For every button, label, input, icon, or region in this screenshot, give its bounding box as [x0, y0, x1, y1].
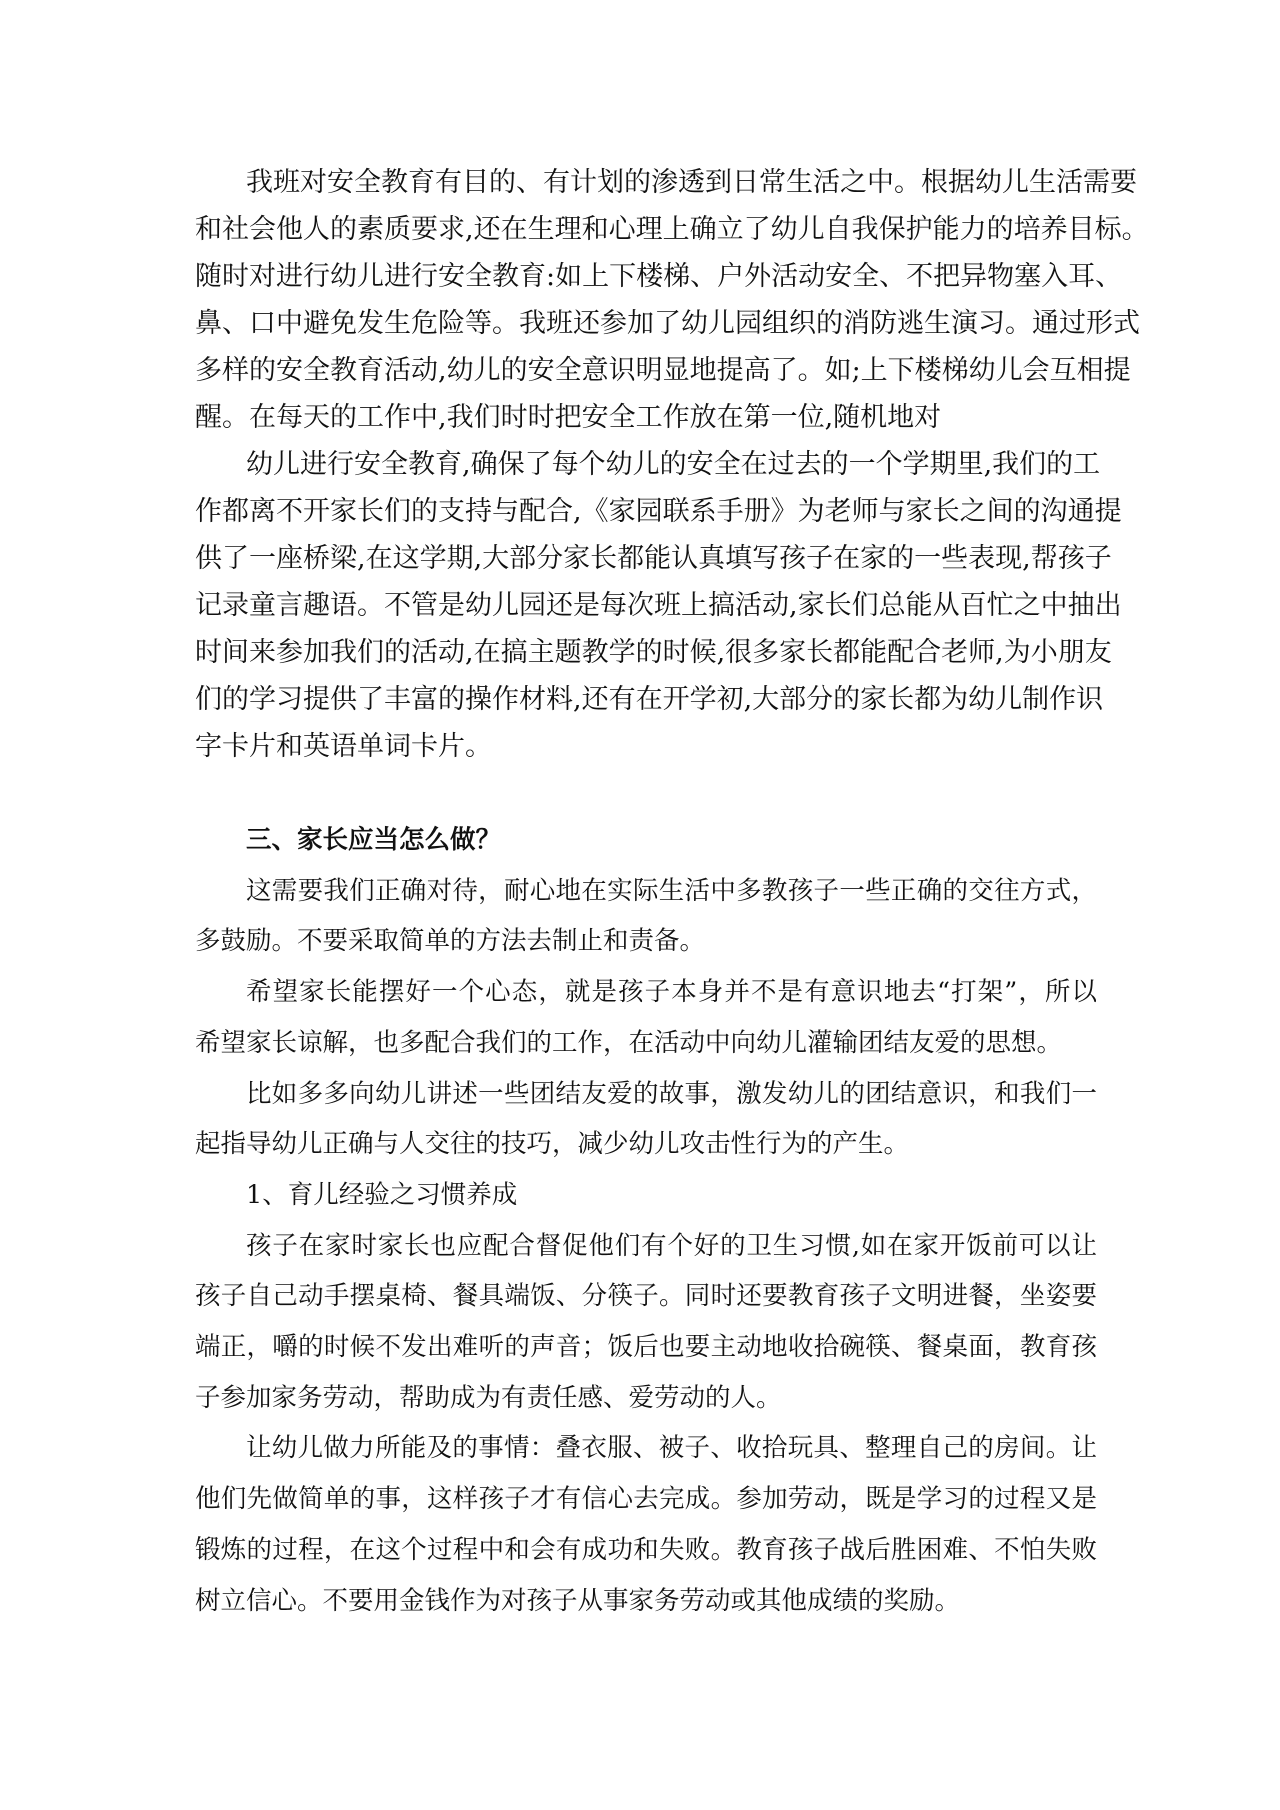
text-line: 希望家长能摆好一个心态，就是孩子本身并不是有意识地去“打架”，所以 [246, 977, 1097, 1008]
text-line: 锻炼的过程，在这个过程中和会有成功和失败。教育孩子战后胜困难、不怕失败 [195, 1534, 1097, 1565]
text-line: 幼儿进行安全教育,确保了每个幼儿的安全在过去的一个学期里,我们的工 [246, 449, 1101, 480]
text-line: 鼻、口中避免发生危险等。我班还参加了幼儿园组织的消防逃生演习。通过形式 [195, 308, 1140, 339]
text-line: 们的学习提供了丰富的操作材料,还有在开学初,大部分的家长都为幼儿制作识 [195, 684, 1104, 715]
text-line: 起指导幼儿正确与人交往的技巧，减少幼儿攻击性行为的产生。 [195, 1129, 910, 1160]
text-line: 端正，嚼的时候不发出难听的声音；饭后也要主动地收拾碗筷、餐桌面，教育孩 [195, 1332, 1097, 1362]
text-line: 多鼓励。不要采取简单的方法去制止和责备。 [195, 926, 706, 957]
text-line: 树立信心。不要用金钱作为对孩子从事家务劳动或其他成绩的奖励。 [195, 1585, 961, 1616]
text-line: 1、育儿经验之习惯养成 [246, 1179, 518, 1210]
text-line: 字卡片和英语单词卡片。 [195, 731, 492, 762]
text-line: 他们先做简单的事，这样孩子才有信心去完成。参加劳动，既是学习的过程又是 [195, 1484, 1097, 1515]
text-line: 随时对进行幼儿进行安全教育:如上下楼梯、户外活动安全、不把异物塞入耳、 [195, 261, 1123, 292]
text-line: 希望家长谅解，也多配合我们的工作，在活动中向幼儿灌输团结友爱的思想。 [195, 1027, 1063, 1058]
text-line: 子参加家务劳动，帮助成为有责任感、爱劳动的人。 [195, 1382, 782, 1413]
text-line: 时间来参加我们的活动,在搞主题教学的时候,很多家长都能配合老师,为小朋友 [195, 637, 1112, 668]
text-line: 供了一座桥梁,在这学期,大部分家长都能认真填写孩子在家的一些表现,帮孩子 [195, 543, 1112, 574]
text-line: 作都离不开家长们的支持与配合,《家园联系手册》为老师与家长之间的沟通提 [195, 496, 1122, 527]
text-line: 孩子在家时家长也应配合督促他们有个好的卫生习惯,如在家开饭前可以让 [246, 1230, 1097, 1261]
text-line: 和社会他人的素质要求,还在生理和心理上确立了幼儿自我保护能力的培养目标。 [195, 214, 1149, 245]
text-line: 记录童言趣语。不管是幼儿园还是每次班上搞活动,家长们总能从百忙之中抽出 [195, 590, 1122, 621]
text-line: 醒。在每天的工作中,我们时时把安全工作放在第一位,随机地对 [195, 402, 942, 433]
text-line: 比如多多向幼儿讲述一些团结友爱的故事，激发幼儿的团结意识，和我们一 [246, 1078, 1097, 1109]
text-line: 这需要我们正确对待，耐心地在实际生活中多教孩子一些正确的交往方式， [246, 875, 1097, 906]
text-line: 多样的安全教育活动,幼儿的安全意识明显地提高了。如;上下楼梯幼儿会互相提 [195, 355, 1131, 386]
text-line: 三、家长应当怎么做？ [246, 825, 502, 855]
text-line: 我班对安全教育有目的、有计划的渗透到日常生活之中。根据幼儿生活需要 [246, 167, 1137, 198]
text-line: 让幼儿做力所能及的事情：叠衣服、被子、收拾玩具、整理自己的房间。让 [246, 1433, 1097, 1464]
text-line: 孩子自己动手摆桌椅、餐具端饭、分筷子。同时还要教育孩子文明进餐，坐姿要 [195, 1281, 1097, 1312]
